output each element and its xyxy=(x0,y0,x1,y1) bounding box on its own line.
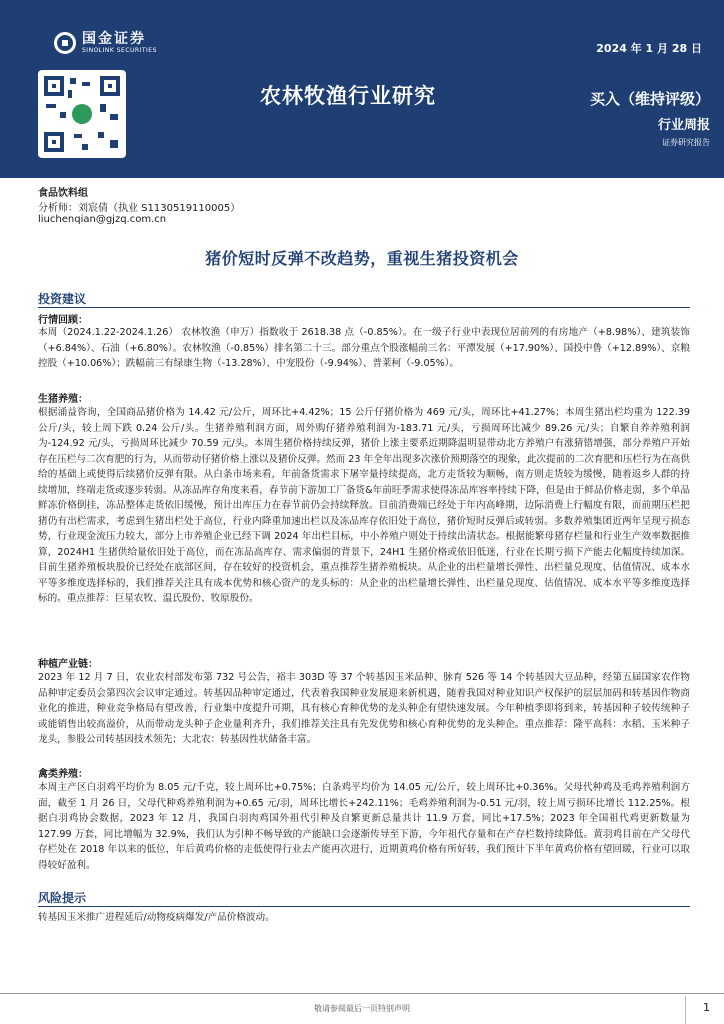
footer-disclaimer[interactable]: 敬请参阅最后一页特别声明 xyxy=(314,1004,410,1013)
section-divider xyxy=(38,307,690,308)
subhead-seed: 种植产业链： xyxy=(38,659,98,670)
report-subtitle: 证券研究报告 xyxy=(662,138,710,147)
section-title-investment: 投资建议 xyxy=(38,292,87,306)
analyst-email[interactable]: liuchenqian@gjzq.com.cn xyxy=(38,214,167,225)
logo-cn-text: 国金证券 xyxy=(82,31,146,47)
section-divider xyxy=(38,906,690,907)
rating-label: 买入（维持评级） xyxy=(589,90,710,108)
logo-mark-icon xyxy=(54,32,76,54)
qr-code-icon xyxy=(38,70,126,158)
subhead-market: 行情回顾： xyxy=(38,315,88,326)
page-number: 1 xyxy=(703,1001,710,1014)
paragraph-poultry: 本周主产区白羽鸡平均价为 8.05 元/千克，较上周环比+0.75%；白条鸡平均价为 14.05 元/公斤，较上周环比+0.36%。父母代种鸡及毛鸡养殖利润方面，截至 1 月 26 日，父母代种鸡养殖利润为+0.65 元/羽，周环比增长+242.11%；毛鸡养殖利润为-0.51 元/羽，较上周亏损环比增长 112.25%。根据白羽鸡协会数据，2023 年 12 月，我国白羽肉鸡国外祖代引种及自繁更新总量共计 11.9 万套，同比+17.5%；2023 年全国祖代鸡更新数量为 127.99 万套，同比增幅为 32.9%，我们认为引种不畅导致的产能缺口会逐渐传导至下游，今年祖代存量和在产存栏数持续降低。黄羽鸡目前在产父母代存栏处在 2018 年以来的低位，年后黄鸡价格的走低使得行业去产能再次进行，近期黄鸡价格有所好转，我们预计下半年黄鸡价格有望回暖，行业可以取得较好盈利。 xyxy=(38,782,690,871)
paragraph-market: 本周（2024.1.22-2024.1.26） 农林牧渔（申万）指数收于 2618.38 点（-0.85%）。在一级子行业中表现位居前列的有房地产（+8.98%）、建筑装饰（+6.84%）、石油（+6.80%）。农林牧渔（-0.85%）排名第二十三。部分重点个股涨幅前三名：平潭发展（+17.90%）、国投中鲁（+12.89%）、京粮控股（+10.06%）；跌幅前三有绿康生物（-13.28%）、中宠股份（-9.94%）、普莱柯（-9.05%）。 xyxy=(38,327,690,369)
company-logo xyxy=(54,30,157,56)
subhead-poultry: 禽类养殖： xyxy=(38,769,88,780)
logo-en-text: SINOLINK SECURITIES xyxy=(82,47,157,54)
qr-center-logo-icon xyxy=(72,104,92,124)
paragraph-seed: 2023 年 12 月 7 日，农业农村部发布第 732 号公告，裕丰 303D 等 37 个转基因玉米品种、脉育 526 等 14 个转基因大豆品种，经第五届国家农作物品种审定委员会第四次会议审定通过。转基因品种审定通过，代表着我国种业发展迎来新机遇，随着我国对种业知识产权保护的层层加码和转基因作物商业化的推进，种业竞争格局有望改善，行业集中度提升可期，具有核心育种优势的龙头种企有望快速发展。今年种植季即将到来，转基因种子较传统种子或能销售出较高溢价，从而带动龙头种子企业量利齐升，我们推荐关注具有先发优势和核心育种优势的龙头种企。重点推荐：隆平高科：水稻、玉米种子龙头，参股公司转基因技术领先；大北农：转基因性状储备丰富。 xyxy=(38,672,690,745)
sector-label: 食品饮料组 xyxy=(38,188,88,199)
report-type: 行业周报 xyxy=(657,118,710,133)
report-title: 农林牧渔行业研究 xyxy=(260,84,436,108)
report-header xyxy=(0,0,724,178)
section-title-risk: 风险提示 xyxy=(38,891,87,905)
report-date: 2024 年 1 月 28 日 xyxy=(596,42,702,55)
report-headline: 猪价短时反弹不改趋势，重视生猪投资机会 xyxy=(205,249,519,268)
paragraph-risk: 转基因玉米推广进程延后/动物疫病爆发/产品价格波动。 xyxy=(38,912,275,923)
footer-divider xyxy=(0,993,724,994)
subhead-pig: 生猪养殖： xyxy=(38,394,88,405)
analyst-label: 分析师：刘宸倩（执业 S1130519110005） xyxy=(38,203,241,214)
paragraph-pig: 根据涌益咨询，全国商品猪价格为 14.42 元/公斤，周环比+4.42%；15 公斤仔猪价格为 469 元/头，周环比+41.27%；本周生猪出栏均重为 122.39 公斤/头，较上周下跌 0.24 公斤/头。生猪养殖利润方面，周外购仔猪养殖利润为-183.71 元/头，亏损周环比减少 89.26 元/头；自繁自养养殖利润为-124.92 元/头，亏损周环比减少 70.59 元/头。本周生猪价格持续反弹，猪价上涨主要系近期降温明显带动北方养殖户有涨猜错增强，部分养殖户开始存在压栏与二次育肥的行为，从而带动仔猪价格上涨以及猪价反弹。然而 23 年全年出现多次涨价预期落空的现象，此次提前的二次育肥和压栏行为在高供给的基础上或使得后续猪价反弹有限。从白条市场来看，年前备货需求下屠宰量持续提高，北方走货较为顺畅，南方则走货较为缓慢，随着返乡人群的持续增加，终端走货或逐步转弱。从冻品库存角度来看，春节前下游加工厂备货&年前旺季需求使得冻品库容率持续下降，但是由于鲜品价格走弱，多个单品鲜冻价格倒挂，冻品整体走货依旧缓慢，预计出库压力在春节前仍会持续释放。目前消费端已经处于年内高峰期，边际消费上行幅度有限，而前期压栏把猪仍有出栏需求，考虑到生猪出栏处于高位，行业内降重加速出栏以及冻品库存依旧处于高位，猪价短时反弹后或转弱。多数养殖集团近两年呈现亏损态势，行业现金流压力较大，部分上市养殖企业已经下调 2024 年出栏目标，中小养殖户则处于持续出清状态。根据能繁母猪存栏量和行业生产效率数据推算，2024H1 生猪供给量依旧处于高位，而在冻品高库存、需求偏弱的背景下，24H1 生猪价格或依旧低迷，行业在长期亏损下产能去化幅度持续加深。目前生猪养殖板块股价已经处在底部区间，存在较好的投资机会，重点推荐生猪养殖板块。从企业的出栏量增长弹性、出栏量兑现度、估值情况、成本水平等多维度选择标的，我们推荐关注具有成本优势和核心资产的龙头标的：从企业的出栏量增长弹性、出栏量兑现度、估值情况、成本水平等多维度选择标的。重点推荐：巨星农牧、温氏股份、牧原股份。 xyxy=(38,407,690,604)
